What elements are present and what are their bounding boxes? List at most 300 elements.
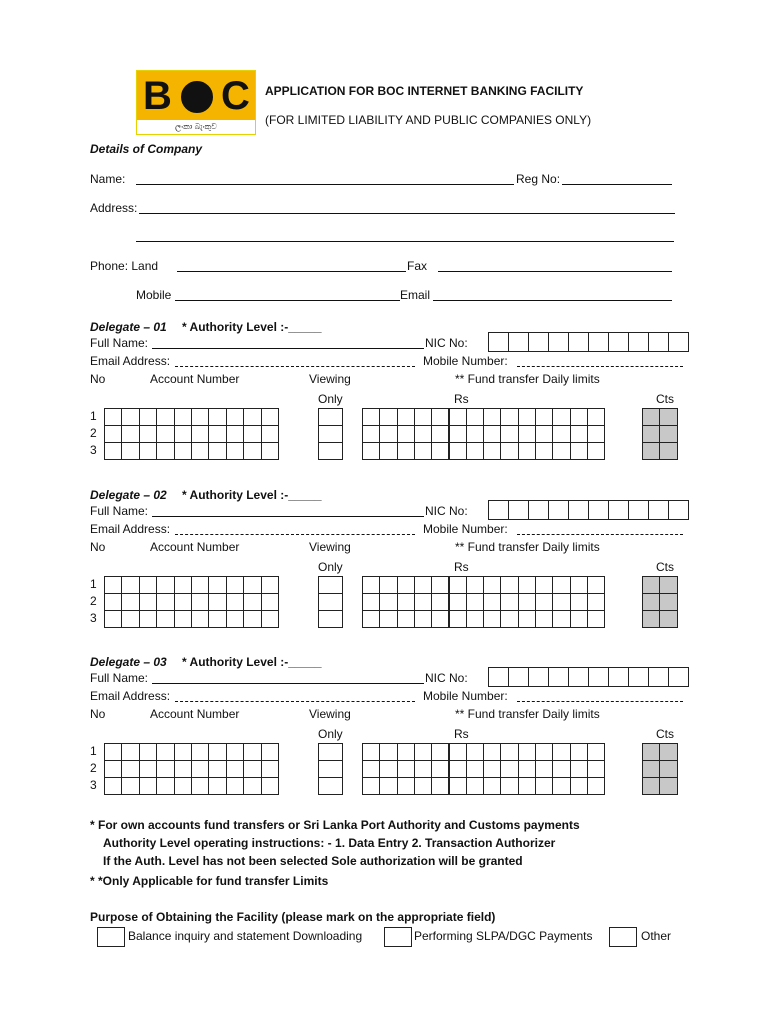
rs-digit-box[interactable]: [414, 777, 432, 795]
rs-digit-box[interactable]: [431, 425, 449, 443]
viewing-only-checkbox[interactable]: [318, 576, 343, 594]
rs-digit-box[interactable]: [552, 760, 570, 778]
account-digit-box[interactable]: [121, 777, 139, 795]
cts-digit-box[interactable]: [659, 408, 677, 426]
rs-digit-box[interactable]: [466, 593, 484, 611]
rs-digit-box[interactable]: [414, 442, 432, 460]
rs-digit-box[interactable]: [500, 743, 518, 761]
rs-digit-box[interactable]: [466, 442, 484, 460]
fax-field[interactable]: [438, 271, 672, 272]
account-digit-box[interactable]: [104, 743, 122, 761]
account-digit-box[interactable]: [243, 408, 261, 426]
account-digit-box[interactable]: [121, 593, 139, 611]
nic-digit-box[interactable]: [528, 332, 549, 352]
rs-digit-box[interactable]: [379, 760, 397, 778]
account-digit-box[interactable]: [104, 777, 122, 795]
nic-digit-box[interactable]: [648, 332, 669, 352]
rs-digit-box[interactable]: [587, 576, 605, 594]
nic-digit-box[interactable]: [568, 500, 589, 520]
account-digit-box[interactable]: [261, 743, 279, 761]
rs-digit-box[interactable]: [397, 442, 415, 460]
viewing-only-checkbox[interactable]: [318, 760, 343, 778]
account-digit-box[interactable]: [104, 442, 122, 460]
rs-digit-box[interactable]: [362, 610, 380, 628]
rs-digit-box[interactable]: [379, 576, 397, 594]
rs-digit-box[interactable]: [379, 425, 397, 443]
nic-digit-box[interactable]: [628, 667, 649, 687]
rs-digit-box[interactable]: [431, 408, 449, 426]
nic-digit-box[interactable]: [508, 500, 529, 520]
rs-digit-box[interactable]: [518, 743, 536, 761]
rs-digit-box[interactable]: [570, 576, 588, 594]
account-digit-box[interactable]: [226, 593, 244, 611]
rs-digit-box[interactable]: [587, 442, 605, 460]
rs-digit-box[interactable]: [449, 610, 467, 628]
rs-digit-box[interactable]: [431, 610, 449, 628]
cts-digit-box[interactable]: [642, 425, 660, 443]
nic-digit-box[interactable]: [508, 332, 529, 352]
rs-digit-box[interactable]: [570, 408, 588, 426]
account-digit-box[interactable]: [156, 425, 174, 443]
account-digit-box[interactable]: [261, 425, 279, 443]
account-digit-box[interactable]: [121, 760, 139, 778]
rs-digit-box[interactable]: [518, 425, 536, 443]
account-digit-box[interactable]: [139, 408, 157, 426]
account-digit-box[interactable]: [121, 442, 139, 460]
account-digit-box[interactable]: [156, 408, 174, 426]
rs-digit-box[interactable]: [362, 777, 380, 795]
account-digit-box[interactable]: [121, 743, 139, 761]
cts-digit-box[interactable]: [659, 743, 677, 761]
account-digit-box[interactable]: [156, 593, 174, 611]
viewing-only-checkbox[interactable]: [318, 743, 343, 761]
rs-digit-box[interactable]: [397, 408, 415, 426]
rs-digit-box[interactable]: [362, 743, 380, 761]
rs-digit-box[interactable]: [431, 760, 449, 778]
account-digit-box[interactable]: [139, 593, 157, 611]
rs-digit-box[interactable]: [397, 777, 415, 795]
rs-digit-box[interactable]: [449, 760, 467, 778]
account-digit-box[interactable]: [191, 743, 209, 761]
rs-digit-box[interactable]: [397, 576, 415, 594]
viewing-only-checkbox[interactable]: [318, 408, 343, 426]
account-digit-box[interactable]: [121, 576, 139, 594]
nic-digit-box[interactable]: [588, 667, 609, 687]
name-field[interactable]: [136, 184, 514, 185]
rs-digit-box[interactable]: [500, 408, 518, 426]
phone-field[interactable]: [177, 271, 406, 272]
rs-digit-box[interactable]: [500, 425, 518, 443]
rs-digit-box[interactable]: [379, 743, 397, 761]
rs-digit-box[interactable]: [535, 442, 553, 460]
nic-digit-box[interactable]: [488, 667, 509, 687]
mobile-field[interactable]: [517, 534, 683, 535]
account-digit-box[interactable]: [191, 576, 209, 594]
mobile-field[interactable]: [175, 300, 400, 301]
account-digit-box[interactable]: [156, 576, 174, 594]
rs-digit-box[interactable]: [362, 760, 380, 778]
nic-digit-box[interactable]: [668, 667, 689, 687]
account-digit-box[interactable]: [156, 743, 174, 761]
rs-digit-box[interactable]: [500, 777, 518, 795]
cts-digit-box[interactable]: [659, 610, 677, 628]
rs-digit-box[interactable]: [518, 408, 536, 426]
mobile-field[interactable]: [517, 366, 683, 367]
rs-digit-box[interactable]: [466, 610, 484, 628]
email-field[interactable]: [175, 701, 415, 702]
rs-digit-box[interactable]: [552, 408, 570, 426]
rs-digit-box[interactable]: [466, 425, 484, 443]
account-digit-box[interactable]: [156, 610, 174, 628]
account-digit-box[interactable]: [174, 777, 192, 795]
account-digit-box[interactable]: [139, 743, 157, 761]
rs-digit-box[interactable]: [414, 593, 432, 611]
account-digit-box[interactable]: [174, 442, 192, 460]
rs-digit-box[interactable]: [552, 610, 570, 628]
account-digit-box[interactable]: [261, 442, 279, 460]
account-digit-box[interactable]: [226, 576, 244, 594]
full-name-field[interactable]: [152, 683, 424, 684]
account-digit-box[interactable]: [261, 760, 279, 778]
account-digit-box[interactable]: [191, 442, 209, 460]
limits-header: ** Fund transfer Daily limits: [455, 372, 600, 386]
mobile-field[interactable]: [517, 701, 683, 702]
account-digit-box[interactable]: [208, 408, 226, 426]
account-digit-box[interactable]: [174, 610, 192, 628]
rs-digit-box[interactable]: [397, 743, 415, 761]
rs-digit-box[interactable]: [466, 576, 484, 594]
email-field[interactable]: [175, 366, 415, 367]
account-digit-box[interactable]: [156, 442, 174, 460]
nic-digit-box[interactable]: [648, 500, 669, 520]
nic-digit-box[interactable]: [668, 332, 689, 352]
account-digit-box[interactable]: [174, 576, 192, 594]
account-digit-box[interactable]: [226, 743, 244, 761]
account-digit-box[interactable]: [191, 408, 209, 426]
nic-digit-box[interactable]: [668, 500, 689, 520]
account-digit-box[interactable]: [208, 442, 226, 460]
nic-digit-box[interactable]: [488, 500, 509, 520]
account-digit-box[interactable]: [156, 777, 174, 795]
cts-digit-box[interactable]: [642, 408, 660, 426]
account-digit-box[interactable]: [191, 425, 209, 443]
account-digit-box[interactable]: [139, 442, 157, 460]
nic-digit-box[interactable]: [528, 667, 549, 687]
rs-digit-box[interactable]: [500, 442, 518, 460]
account-digit-box[interactable]: [104, 610, 122, 628]
rs-digit-box[interactable]: [535, 760, 553, 778]
account-digit-box[interactable]: [156, 760, 174, 778]
cts-digit-box[interactable]: [659, 425, 677, 443]
address-field-2[interactable]: [136, 241, 674, 242]
account-digit-box[interactable]: [104, 425, 122, 443]
rs-digit-box[interactable]: [483, 442, 501, 460]
cts-digit-box[interactable]: [659, 593, 677, 611]
rs-digit-box[interactable]: [431, 743, 449, 761]
account-digit-box[interactable]: [174, 408, 192, 426]
purpose-checkbox-slpa[interactable]: [384, 927, 412, 947]
rs-digit-box[interactable]: [570, 743, 588, 761]
account-digit-box[interactable]: [261, 576, 279, 594]
rs-digit-box[interactable]: [414, 425, 432, 443]
full-name-field[interactable]: [152, 348, 424, 349]
rs-digit-box[interactable]: [362, 593, 380, 611]
cts-digit-box[interactable]: [642, 576, 660, 594]
account-digit-box[interactable]: [226, 610, 244, 628]
email-field[interactable]: [175, 534, 415, 535]
rs-digit-box[interactable]: [552, 442, 570, 460]
account-digit-box[interactable]: [208, 425, 226, 443]
account-digit-box[interactable]: [208, 760, 226, 778]
account-digit-box[interactable]: [261, 777, 279, 795]
rs-digit-box[interactable]: [500, 576, 518, 594]
rs-digit-box[interactable]: [570, 760, 588, 778]
rs-digit-box[interactable]: [449, 442, 467, 460]
cts-header: Cts: [656, 392, 674, 406]
rs-digit-box[interactable]: [483, 610, 501, 628]
rs-digit-box[interactable]: [483, 777, 501, 795]
rs-digit-box[interactable]: [449, 777, 467, 795]
rs-digit-box[interactable]: [362, 576, 380, 594]
rs-digit-box[interactable]: [466, 743, 484, 761]
account-digit-box[interactable]: [104, 576, 122, 594]
rs-digit-box[interactable]: [518, 777, 536, 795]
rs-digit-box[interactable]: [449, 743, 467, 761]
viewing-only-checkbox[interactable]: [318, 593, 343, 611]
rs-digit-box[interactable]: [431, 593, 449, 611]
account-digit-box[interactable]: [121, 408, 139, 426]
account-digit-box[interactable]: [139, 425, 157, 443]
rs-digit-box[interactable]: [587, 408, 605, 426]
rs-digit-box[interactable]: [483, 576, 501, 594]
rs-digit-box[interactable]: [362, 408, 380, 426]
rs-digit-box[interactable]: [483, 593, 501, 611]
account-digit-box[interactable]: [243, 593, 261, 611]
rs-digit-box[interactable]: [587, 610, 605, 628]
cts-digit-box[interactable]: [659, 777, 677, 795]
account-digit-box[interactable]: [191, 777, 209, 795]
purpose-checkbox-other[interactable]: [609, 927, 637, 947]
rs-digit-box[interactable]: [397, 610, 415, 628]
cts-digit-box[interactable]: [642, 777, 660, 795]
account-digit-box[interactable]: [104, 760, 122, 778]
account-digit-box[interactable]: [139, 610, 157, 628]
cts-digit-box[interactable]: [659, 442, 677, 460]
account-digit-box[interactable]: [208, 610, 226, 628]
account-digit-box[interactable]: [226, 408, 244, 426]
rs-digit-box[interactable]: [535, 425, 553, 443]
rs-digit-box[interactable]: [518, 610, 536, 628]
rs-digit-box[interactable]: [449, 576, 467, 594]
rs-digit-box[interactable]: [466, 760, 484, 778]
nic-digit-box[interactable]: [548, 332, 569, 352]
rs-digit-box[interactable]: [414, 610, 432, 628]
cts-digit-box[interactable]: [659, 760, 677, 778]
rs-digit-box[interactable]: [518, 593, 536, 611]
rs-digit-box[interactable]: [431, 777, 449, 795]
email-field[interactable]: [433, 300, 672, 301]
viewing-only-checkbox[interactable]: [318, 610, 343, 628]
row-number: 3: [90, 778, 97, 792]
account-digit-box[interactable]: [243, 576, 261, 594]
rs-digit-box[interactable]: [552, 576, 570, 594]
rs-digit-box[interactable]: [483, 760, 501, 778]
nic-digit-box[interactable]: [568, 667, 589, 687]
rs-digit-box[interactable]: [587, 425, 605, 443]
rs-digit-box[interactable]: [449, 425, 467, 443]
rs-digit-box[interactable]: [552, 425, 570, 443]
nic-digit-box[interactable]: [588, 500, 609, 520]
account-digit-box[interactable]: [243, 743, 261, 761]
rs-digit-box[interactable]: [535, 593, 553, 611]
rs-digit-box[interactable]: [397, 760, 415, 778]
nic-digit-box[interactable]: [488, 332, 509, 352]
rs-digit-box[interactable]: [535, 576, 553, 594]
rs-digit-box[interactable]: [570, 593, 588, 611]
rs-digit-box[interactable]: [518, 576, 536, 594]
nic-digit-box[interactable]: [568, 332, 589, 352]
rs-digit-box[interactable]: [397, 425, 415, 443]
rs-digit-box[interactable]: [362, 425, 380, 443]
nic-digit-box[interactable]: [588, 332, 609, 352]
account-digit-box[interactable]: [243, 442, 261, 460]
rs-digit-box[interactable]: [449, 593, 467, 611]
nic-digit-box[interactable]: [628, 332, 649, 352]
nic-digit-box[interactable]: [548, 500, 569, 520]
viewing-only-checkbox[interactable]: [318, 777, 343, 795]
form-title: APPLICATION FOR BOC INTERNET BANKING FACILITY: [265, 84, 584, 98]
account-digit-box[interactable]: [121, 610, 139, 628]
account-digit-box[interactable]: [104, 408, 122, 426]
nic-digit-box[interactable]: [628, 500, 649, 520]
account-digit-box[interactable]: [226, 425, 244, 443]
rs-digit-box[interactable]: [518, 442, 536, 460]
rs-digit-box[interactable]: [535, 408, 553, 426]
account-digit-box[interactable]: [121, 425, 139, 443]
rs-digit-box[interactable]: [379, 777, 397, 795]
nic-digit-box[interactable]: [548, 667, 569, 687]
cts-digit-box[interactable]: [642, 743, 660, 761]
account-digit-box[interactable]: [261, 408, 279, 426]
rs-digit-box[interactable]: [483, 425, 501, 443]
account-digit-box[interactable]: [208, 743, 226, 761]
rs-digit-box[interactable]: [414, 408, 432, 426]
account-digit-box[interactable]: [174, 425, 192, 443]
cts-digit-box[interactable]: [642, 760, 660, 778]
account-digit-box[interactable]: [226, 442, 244, 460]
rs-digit-box[interactable]: [483, 743, 501, 761]
rs-digit-box[interactable]: [535, 777, 553, 795]
cts-digit-box[interactable]: [642, 593, 660, 611]
rs-digit-box[interactable]: [466, 408, 484, 426]
account-digit-box[interactable]: [208, 576, 226, 594]
rs-digit-box[interactable]: [414, 576, 432, 594]
account-digit-box[interactable]: [191, 760, 209, 778]
rs-digit-box[interactable]: [379, 593, 397, 611]
account-digit-box[interactable]: [243, 760, 261, 778]
rs-digit-box[interactable]: [379, 610, 397, 628]
rs-digit-box[interactable]: [587, 743, 605, 761]
nic-digit-box[interactable]: [648, 667, 669, 687]
seal-icon: [179, 79, 215, 115]
reg-field[interactable]: [562, 184, 672, 185]
rs-digit-box[interactable]: [587, 760, 605, 778]
rs-digit-box[interactable]: [552, 743, 570, 761]
nic-digit-box[interactable]: [608, 667, 629, 687]
email-label: Email Address:: [90, 354, 171, 368]
account-digit-box[interactable]: [208, 777, 226, 795]
account-digit-box[interactable]: [174, 743, 192, 761]
account-digit-box[interactable]: [139, 777, 157, 795]
nic-digit-box[interactable]: [608, 332, 629, 352]
rs-digit-box[interactable]: [414, 743, 432, 761]
rs-digit-box[interactable]: [414, 760, 432, 778]
viewing-only-checkbox[interactable]: [318, 425, 343, 443]
rs-digit-box[interactable]: [500, 610, 518, 628]
account-digit-box[interactable]: [174, 593, 192, 611]
address-field-1[interactable]: [139, 213, 675, 214]
nic-digit-box[interactable]: [608, 500, 629, 520]
rs-digit-box[interactable]: [362, 442, 380, 460]
nic-digit-box[interactable]: [528, 500, 549, 520]
rs-digit-box[interactable]: [379, 408, 397, 426]
rs-digit-box[interactable]: [587, 777, 605, 795]
rs-digit-box[interactable]: [483, 408, 501, 426]
full-name-field[interactable]: [152, 516, 424, 517]
account-digit-box[interactable]: [208, 593, 226, 611]
account-digit-box[interactable]: [261, 610, 279, 628]
account-digit-box[interactable]: [243, 777, 261, 795]
purpose-checkbox-balance[interactable]: [97, 927, 125, 947]
account-digit-box[interactable]: [174, 760, 192, 778]
account-digit-box[interactable]: [243, 610, 261, 628]
viewing-only-checkbox[interactable]: [318, 442, 343, 460]
rs-digit-box[interactable]: [500, 760, 518, 778]
rs-digit-box[interactable]: [518, 760, 536, 778]
rs-digit-box[interactable]: [552, 777, 570, 795]
rs-digit-box[interactable]: [587, 593, 605, 611]
account-digit-box[interactable]: [139, 760, 157, 778]
rs-digit-box[interactable]: [570, 610, 588, 628]
account-digit-box[interactable]: [226, 777, 244, 795]
nic-digit-box[interactable]: [508, 667, 529, 687]
rs-digit-box[interactable]: [466, 777, 484, 795]
nic-label: NIC No:: [425, 336, 468, 350]
account-digit-box[interactable]: [191, 593, 209, 611]
rs-digit-box[interactable]: [535, 743, 553, 761]
rs-digit-box[interactable]: [570, 425, 588, 443]
account-digit-box[interactable]: [261, 593, 279, 611]
cts-digit-box[interactable]: [642, 610, 660, 628]
rs-digit-box[interactable]: [431, 576, 449, 594]
account-digit-box[interactable]: [104, 593, 122, 611]
account-digit-box[interactable]: [191, 610, 209, 628]
rs-digit-box[interactable]: [379, 442, 397, 460]
rs-digit-box[interactable]: [431, 442, 449, 460]
cts-digit-box[interactable]: [659, 576, 677, 594]
rs-digit-box[interactable]: [552, 593, 570, 611]
account-digit-box[interactable]: [139, 576, 157, 594]
rs-digit-box[interactable]: [500, 593, 518, 611]
cts-digit-box[interactable]: [642, 442, 660, 460]
rs-digit-box[interactable]: [397, 593, 415, 611]
rs-digit-box[interactable]: [535, 610, 553, 628]
rs-digit-box[interactable]: [449, 408, 467, 426]
account-digit-box[interactable]: [243, 425, 261, 443]
rs-digit-box[interactable]: [570, 777, 588, 795]
account-digit-box[interactable]: [226, 760, 244, 778]
rs-digit-box[interactable]: [570, 442, 588, 460]
